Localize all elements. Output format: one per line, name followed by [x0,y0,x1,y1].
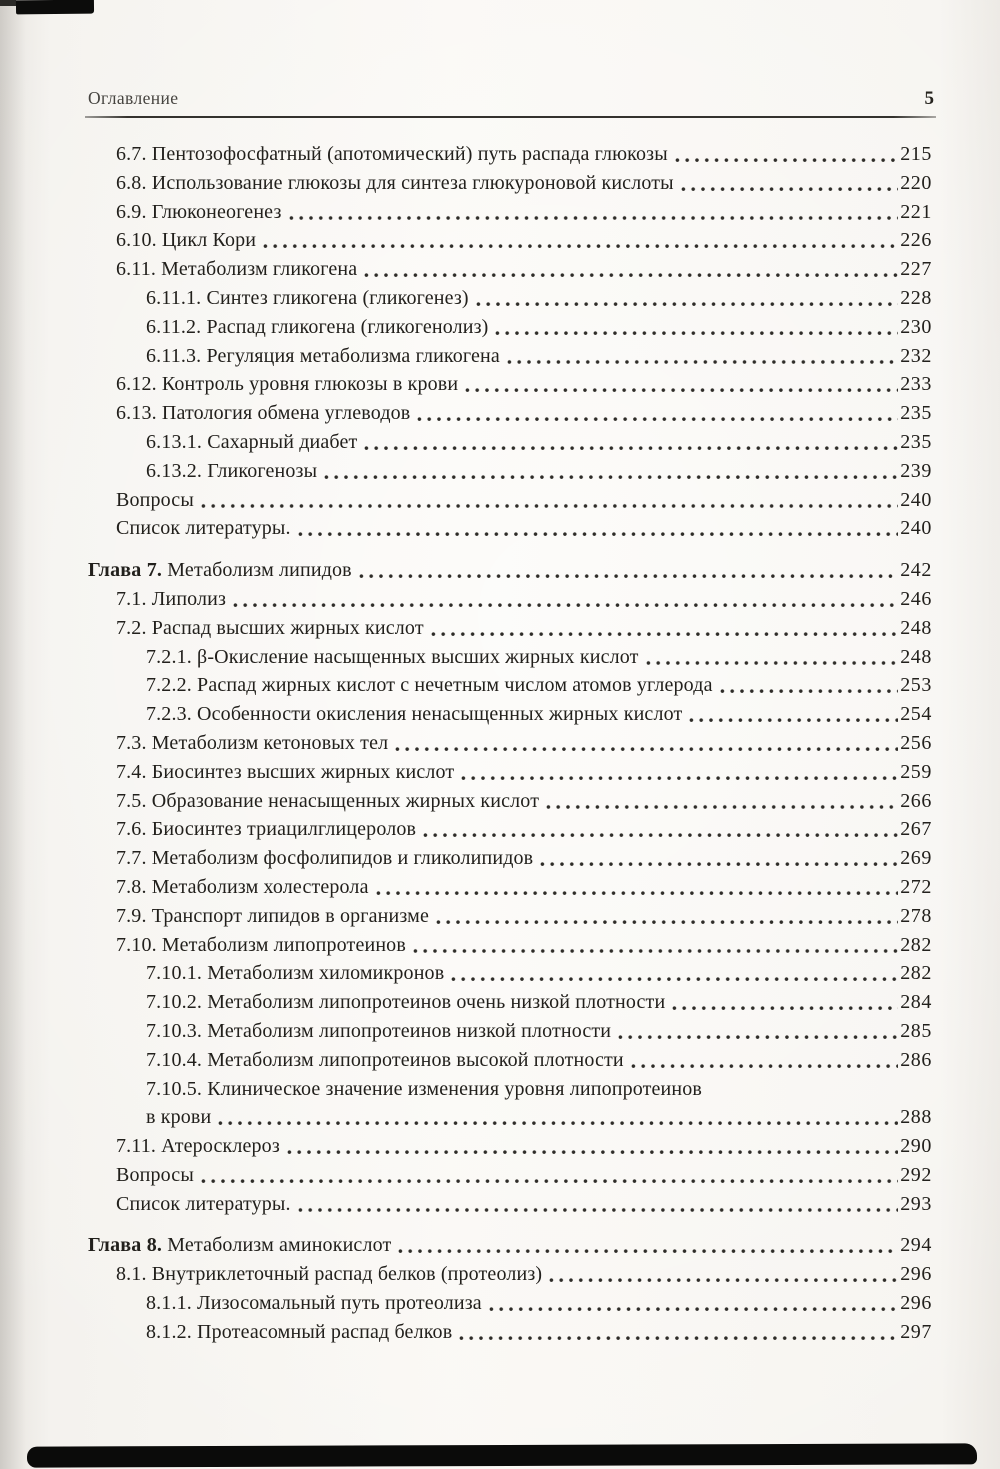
toc-entry-title: 6.12. Контроль уровня глюкозы в крови [116,373,459,396]
dot-leader [233,585,898,614]
toc-entry-title: 7.2.1. β-Окисление насыщенных высших жирных кислот [146,645,639,668]
toc-entry [88,988,932,1017]
dot-leader [540,844,898,873]
toc-entry-title: Вопросы [116,1163,194,1186]
dot-leader [618,1017,898,1046]
toc-entry-title: 7.9. Транспорт липидов в организме [116,904,429,927]
dot-leader [546,787,898,816]
toc-entry [88,399,932,428]
toc-entry-page: 272 [900,875,932,898]
toc-entry-title: 7.10.5. Клиническое значение изменения уровня липопротеинов [146,1077,702,1100]
dot-leader [423,815,898,844]
toc-entry [88,787,932,816]
running-head: Оглавление [88,88,179,108]
dot-leader [417,399,898,428]
toc-entry [88,844,932,873]
dot-leader [675,140,898,169]
toc-entry [88,486,932,515]
toc-entry-title: 7.10.2. Метаболизм липопротеинов очень низкой плотности [146,991,666,1014]
toc-entry-title: Список литературы. [116,1192,291,1215]
toc-entry-page: 230 [900,315,932,338]
toc-entry-page: 240 [900,517,932,540]
toc-entry [88,1190,932,1219]
dot-leader [689,700,898,729]
toc-entry-page: 256 [900,731,932,754]
toc-entry-title: Вопросы [116,488,194,511]
toc-entry-title: в крови [146,1106,212,1129]
dot-leader [465,370,898,399]
dot-leader [646,643,899,672]
toc-entry [88,1046,932,1075]
toc-entry [88,342,932,371]
dot-leader [720,671,899,700]
dot-leader [436,902,898,931]
toc-entry-title: 7.4. Биосинтез высших жирных кислот [116,760,455,783]
toc-entry-page: 296 [900,1292,932,1315]
dot-leader [364,255,898,284]
toc-entry-page: 228 [900,286,932,309]
toc-entry-page: 282 [900,933,932,956]
toc-entry-title: 7.5. Образование ненасыщенных жирных кислот [116,789,540,812]
dot-leader [289,198,899,227]
page-number: 5 [924,88,934,109]
toc-entry-title: 6.7. Пентозофосфатный (апотомический) путь распада глюкозы [116,143,668,165]
toc-entry [88,700,932,729]
toc-entry-page: 266 [900,789,932,812]
toc-entry-page: 246 [900,587,932,610]
toc-entry-page: 290 [900,1135,932,1158]
dot-leader [398,1231,898,1260]
toc-list [88,140,932,1347]
toc-entry-page: 288 [900,1106,932,1129]
toc-entry-page: 227 [900,258,932,281]
dot-leader [263,226,898,255]
dot-leader [298,514,899,543]
dot-leader [451,959,898,988]
toc-entry [88,457,932,486]
toc-entry [88,1318,932,1347]
toc-entry [88,226,932,255]
toc-entry-page: 233 [900,373,932,396]
dot-leader [549,1260,898,1289]
toc-entry [88,931,932,960]
dot-leader [461,758,898,787]
toc-entry-page: 242 [900,559,932,582]
toc-entry [88,873,932,902]
toc-entry [88,1103,932,1132]
toc-entry-title: 7.8. Метаболизм холестерола [116,875,369,898]
toc-entry [88,169,932,198]
toc-entry-page: 284 [900,991,932,1014]
toc-entry-page: 285 [900,1019,932,1042]
toc-entry [88,1289,932,1318]
toc-entry-page: 240 [900,488,932,511]
toc-entry-page: 235 [900,402,932,425]
toc-entry-page: 221 [900,200,932,223]
toc-entry-title: 7.2.2. Распад жирных кислот с нечетным числом атомов углерода [146,674,713,697]
toc-entry-title: 7.6. Биосинтез триацилглицеролов [116,818,417,841]
dot-leader [324,457,898,486]
toc-entry-title: 6.11.3. Регуляция метаболизма гликогена [146,344,500,367]
toc-entry [88,514,932,543]
toc-entry-page: 293 [900,1192,932,1215]
dot-leader [631,1046,898,1075]
header-rule [85,116,936,118]
toc-entry [88,1017,932,1046]
page-header [88,88,934,110]
toc-entry-title: Список литературы. [116,517,291,540]
toc-entry-page: 259 [900,760,932,783]
toc-entry-page: 269 [900,847,932,870]
toc-entry-page: 286 [900,1048,932,1071]
toc-entry [88,1132,932,1161]
dot-leader [431,614,898,643]
toc-entry [88,671,932,700]
scan-artifact-bottom [27,1443,977,1467]
toc-entry [88,758,932,787]
toc-entry-page: 267 [900,818,932,841]
toc-entry [88,198,932,227]
dot-leader [681,169,898,198]
toc-entry-page: 215 [900,143,932,165]
scan-left-shadow [0,0,26,1469]
toc-entry-title: 8.1. Внутриклеточный распад белков (протеолиз) [116,1263,543,1286]
dot-leader [201,1161,898,1190]
toc-entry-title: 6.9. Глюконеогенез [116,200,282,223]
toc-entry-title: 7.10.4. Метаболизм липопротеинов высокой плотности [146,1048,624,1071]
toc-entry-title: 6.10. Цикл Кори [116,229,257,252]
toc-entry [88,428,932,457]
toc-entry [88,284,932,313]
toc-entry-title: 7.7. Метаболизм фосфолипидов и гликолипидов [116,847,534,870]
toc-entry-page: 248 [900,616,932,639]
toc-entry [88,614,932,643]
dot-leader [201,486,898,515]
dot-leader [364,428,898,457]
toc-entry-page: 235 [900,430,932,453]
scan-artifact-top [16,0,94,14]
dot-leader [672,988,898,1017]
toc-entry [88,140,932,169]
toc-entry-page: 254 [900,703,932,726]
toc-entry-title: 6.11.1. Синтез гликогена (гликогенез) [146,286,469,309]
toc-entry [88,1260,932,1289]
dot-leader [298,1190,899,1219]
toc-entry-title: 6.13. Патология обмена углеводов [116,402,411,425]
dot-leader [395,729,898,758]
toc-entry [88,729,932,758]
toc-entry-title: 6.13.1. Сахарный диабет [146,430,358,453]
toc-entry-title: 7.3. Метаболизм кетоновых тел [116,731,389,754]
toc-entry-title: 6.13.2. Гликогенозы [146,459,318,482]
toc-entry [88,1161,932,1190]
toc-entry [88,902,932,931]
toc-entry-title: 7.2.3. Особенности окисления ненасыщенных жирных кислот [146,703,683,726]
toc-entry [88,556,932,585]
toc-entry-title: 7.2. Распад высших жирных кислот [116,616,424,639]
toc-entry-title: 7.10.1. Метаболизм хиломикронов [146,962,445,985]
toc-entry [88,255,932,284]
dot-leader [287,1132,898,1161]
dot-leader [376,873,899,902]
toc-entry-page: 292 [900,1163,932,1186]
toc-entry-title: 7.1. Липолиз [116,587,227,610]
toc-entry-page: 226 [900,229,932,252]
toc-entry-title: 6.11.2. Распад гликогена (гликогенолиз) [146,315,489,338]
toc-entry [88,313,932,342]
toc-entry-title: 7.11. Атеросклероз [116,1135,280,1158]
toc-entry [88,815,932,844]
toc-entry-title: Глава 7. Метаболизм липидов [88,559,352,582]
toc-entry-title: 8.1.2. Протеасомный распад белков [146,1320,453,1343]
dot-leader [507,342,898,371]
toc-entry-page: 296 [900,1263,932,1286]
dot-leader [413,931,898,960]
toc-entry-page: 297 [900,1320,932,1343]
toc-entry-title: 7.10. Метаболизм липопротеинов [116,933,406,956]
toc-entry-title: 8.1.1. Лизосомальный путь протеолиза [146,1292,482,1315]
toc-entry [88,643,932,672]
toc-entry-page: 278 [900,904,932,927]
toc-entry-page: 282 [900,962,932,985]
toc-entry-title: 6.8. Использование глюкозы для синтеза глюкуроновой кислоты [116,171,674,194]
toc-entry [88,370,932,399]
toc-entry-title: 7.10.3. Метаболизм липопротеинов низкой плотности [146,1019,612,1042]
toc-entry [88,1075,932,1104]
scan-artifact-top-corner [0,0,16,6]
toc-entry-page: 220 [900,171,932,194]
toc-entry-page: 253 [900,674,932,697]
toc-entry-page: 239 [900,459,932,482]
toc-entry-page: 248 [900,645,932,668]
dot-leader [218,1103,898,1132]
dot-leader [495,313,898,342]
toc-entry [88,585,932,614]
toc-entry-title: Глава 8. Метаболизм аминокислот [88,1234,392,1257]
dot-leader [489,1289,898,1318]
toc-entry [88,1231,932,1260]
toc-entry-page: 294 [900,1234,932,1257]
dot-leader [459,1318,898,1347]
dot-leader [359,556,898,585]
dot-leader [476,284,898,313]
toc-entry [88,959,932,988]
toc-entry-title: 6.11. Метаболизм гликогена [116,258,358,281]
toc-entry-page: 232 [900,344,932,367]
